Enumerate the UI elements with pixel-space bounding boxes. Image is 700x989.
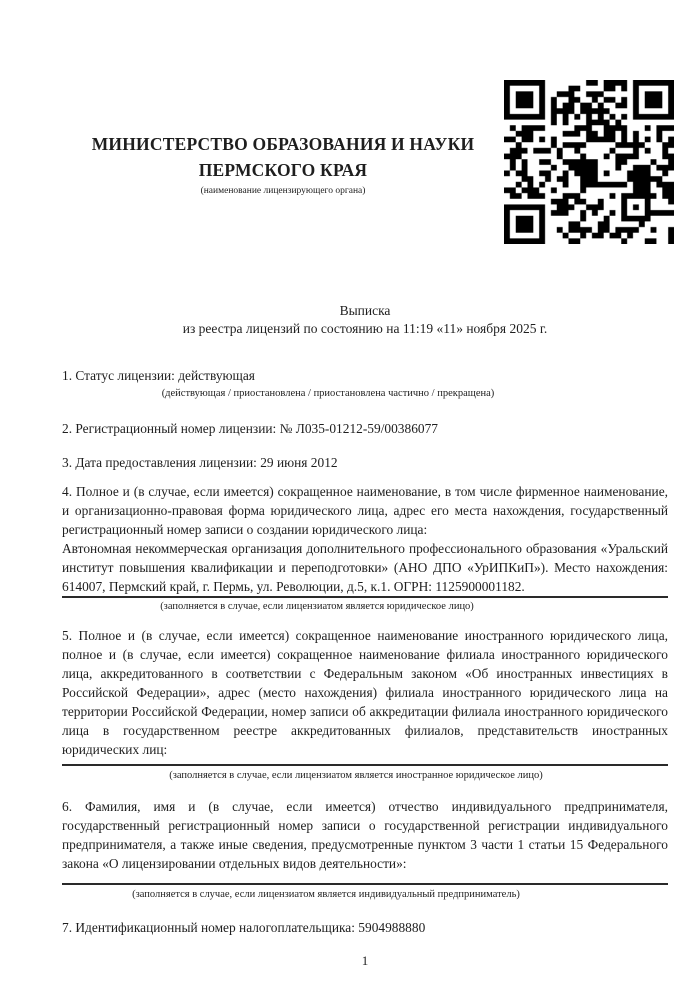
ministry-name-line2: ПЕРМСКОГО КРАЯ [198,160,368,180]
license-registration-number: 2. Регистрационный номер лицензии: № Л035-01212-59/00386077 [62,421,438,436]
page-number: 1 [361,953,369,968]
foreign-entity-clause: 5. Полное и (в случае, если имеется) сокращенное наименование иностранного юридического лица, полное и (в случае, если имеется) сокращенное наименование филиала иностранного юридического лица, аккредитованного в соответствии с Федеральным законом «Об иностранных инвестициях в Российской Федерации», адрес (место нахождения) филиала иностранного юридического лица на территории Российской Федерации, номер записи об аккредитации филиала иностранного юридического лица в государственном реестре аккредитованных филиалов, представительств иностранных юридических лиц: [62,628,668,757]
license-status-caption: (действующая / приостановлена / приостановлена частично / прекращена) [161,388,495,399]
individual-entrepreneur-caption: (заполняется в случае, если лицензиатом является индивидуальный предприниматель) [132,889,520,900]
taxpayer-id: 7. Идентификационный номер налогоплательщика: 5904988880 [62,920,426,935]
individual-entrepreneur-clause: 6. Фамилия, имя и (в случае, если имеется) отчество индивидуального предпринимателя, государственный регистрационный номер записи о государственной регистрации индивидуального предпринимателя, а также иные сведения, предусмотренные пунктом 3 части 1 статьи 15 Федерального закона «О лицензировании отдельных видов деятельности»: [62,799,668,871]
authority-caption: (наименование лицензирующего органа) [200,186,366,196]
document-title [62,0,668,337]
fill-in-rule-foreign-entity [62,764,668,766]
fill-in-rule-legal-entity [62,596,668,598]
document-title-line1: Выписка [339,303,391,318]
ministry-name-line1: МИНИСТЕРСТВО ОБРАЗОВАНИЯ И НАУКИ [91,134,475,154]
license-grant-date: 3. Дата предоставления лицензии: 29 июня 2012 [62,455,338,470]
foreign-entity-caption: (заполняется в случае, если лицензиатом является иностранное юридическое лицо) [169,770,543,781]
legal-entity-value: Автономная некоммерческая организация дополнительного профессионального образования «Уральский институт повышения квалификации и переподготовки» (АНО ДПО «УрИПКиП»). Место нахождения: 614007, Пермский край, г. Пермь, ул. Революции, д.5, к.1. ОГРН: 1125900001182. [62,541,668,594]
legal-entity-clause: 4. Полное и (в случае, если имеется) сокращенное наименование, в том числе фирменное наименование, и организационно-правовая форма юридического лица, адрес его места нахождения, государственный регистрационный номер записи о создании юридического лица: [62,484,668,537]
license-status: 1. Статус лицензии: действующая [62,368,255,383]
document-title-line2: из реестра лицензий по состоянию на 11:19 «11» ноября 2025 г. [182,320,548,336]
fill-in-rule-entrepreneur [62,883,668,885]
legal-entity-caption: (заполняется в случае, если лицензиатом является юридическое лицо) [160,601,474,612]
document-content [62,0,668,969]
